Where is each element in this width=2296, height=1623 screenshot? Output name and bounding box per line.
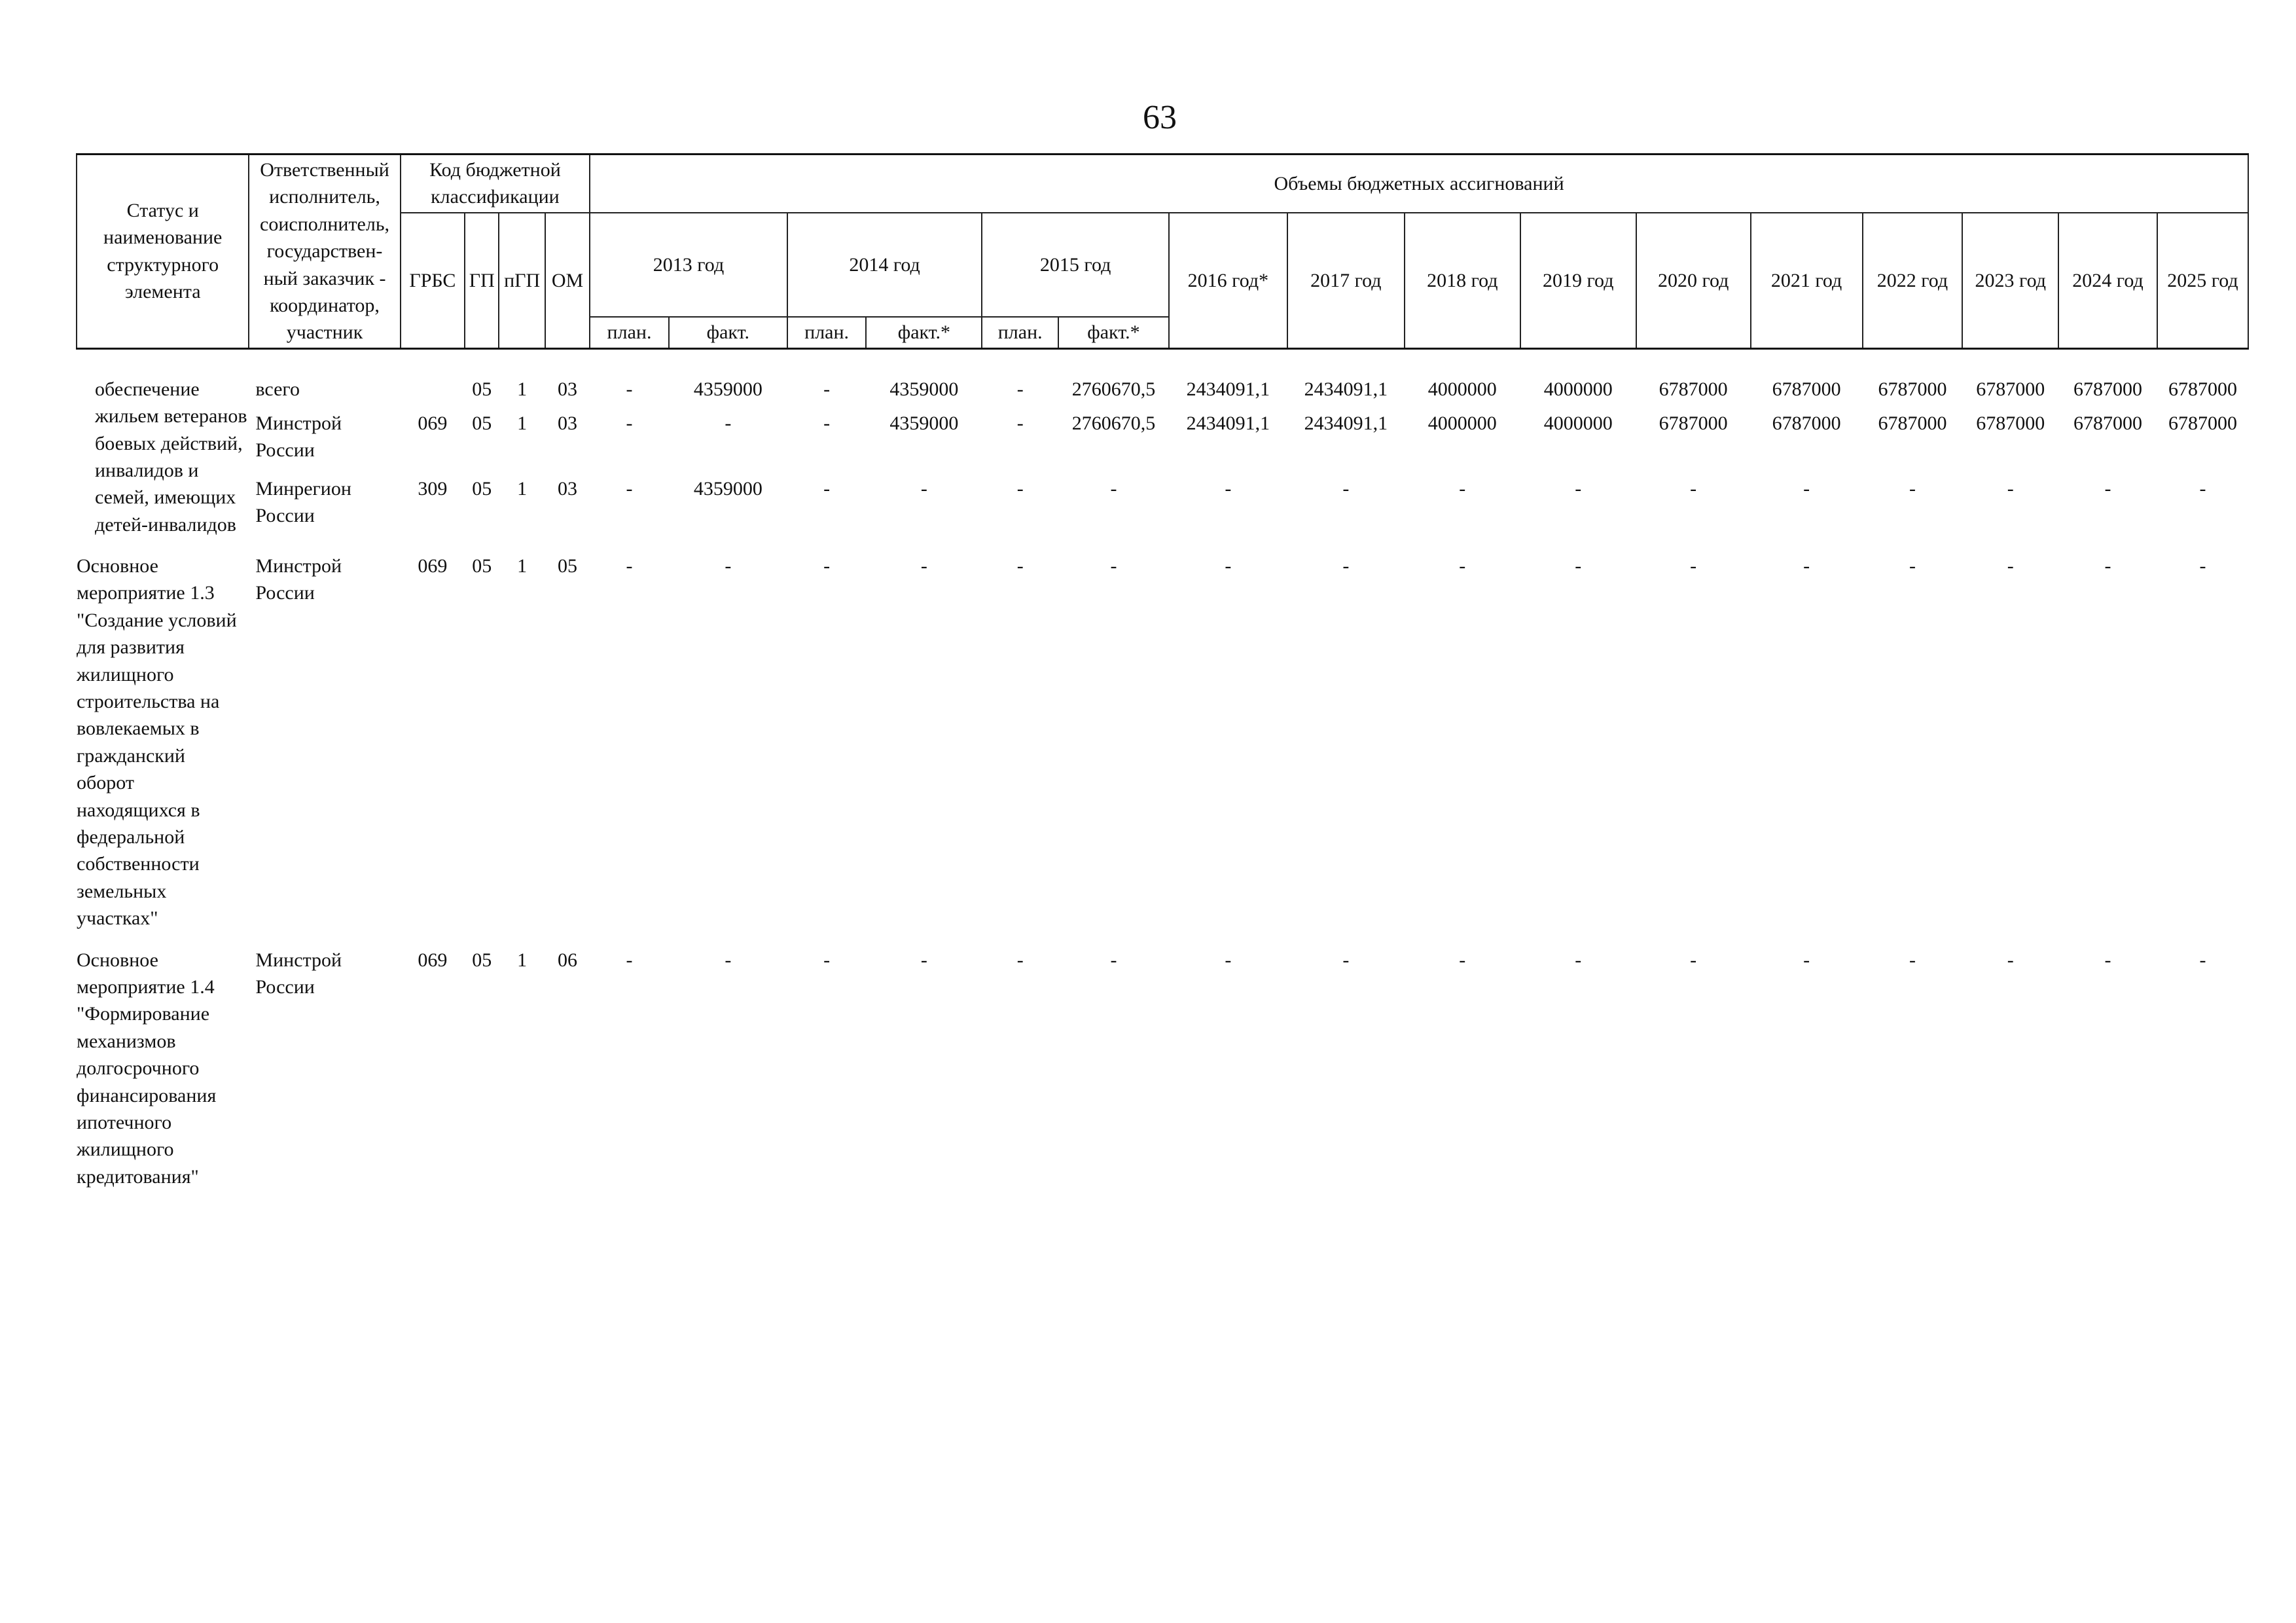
row-value: 6787000 [2073,378,2143,400]
header-status: Статус и наименование структурного элемента [77,155,249,349]
row-value: 4359000 [693,378,762,400]
row-om: 05 [557,555,577,577]
row-value: 6787000 [1659,378,1728,400]
header-year-2024: 2024 год [2058,213,2157,348]
row-value: 4000000 [1427,378,1497,400]
row-value: - [1909,555,1916,577]
header-year-2019: 2019 год [1520,213,1636,348]
header-budget-code: Код бюджетной классификации [401,155,590,213]
header-grbs: ГРБС [401,213,465,348]
row-value: - [1110,949,1117,971]
row-responsible: Минрегион России [255,478,351,527]
row-value: - [1225,478,1232,500]
row-value: - [1803,478,1810,500]
row-value: 6787000 [1878,378,1947,400]
row-om: 03 [557,378,577,400]
row-value: 2760670,5 [1071,378,1156,400]
row-value: - [823,949,831,971]
header-pgp: пГП [499,213,545,348]
header-2014-fact: факт.* [866,317,982,348]
row-value: - [920,949,927,971]
row-om: 06 [557,949,577,971]
row-value: - [725,555,732,577]
row-value: - [1459,555,1466,577]
row-om: 03 [557,412,577,435]
header-year-2014: 2014 год [787,213,982,318]
row-value: - [1575,478,1582,500]
row-value: - [1575,555,1582,577]
row-value: - [626,949,633,971]
header-2013-plan: план. [590,317,669,348]
row-value: - [2199,478,2206,500]
row-responsible: Минстрой России [255,555,342,604]
row-value: 2434091,1 [1304,378,1388,400]
row-gp: 05 [472,555,492,577]
row-value: - [1909,478,1916,500]
row-value: - [823,555,831,577]
row-value: - [1909,949,1916,971]
row-value: - [626,412,633,435]
header-2015-fact: факт.* [1058,317,1169,348]
page-number: 63 [1143,99,1177,136]
row-grbs: 069 [418,555,448,577]
row-value: 6787000 [1772,412,1841,435]
row-value: - [823,378,831,400]
row-responsible: всего [255,378,300,400]
budget-table [76,153,2249,1203]
row-value: - [1110,478,1117,500]
header-2013-fact: факт. [669,317,787,348]
row-value: 2434091,1 [1186,412,1270,435]
row-value: - [2104,949,2111,971]
row-status: Основное мероприятие 1.4 "Формирование механизмов долгосрочного финансирования ипотечного жилищного кредитования" [77,949,217,1188]
table-row [77,551,2248,933]
row-status: Основное мероприятие 1.3 "Создание условий для развития жилищного строительства на вовлекаемых в гражданский оборот находящихся в федеральной собственности земельных участках" [77,555,237,930]
row-value: - [1342,949,1350,971]
row-pgp: 1 [517,378,528,400]
header-year-2018: 2018 год [1405,213,1520,348]
header-year-2016: 2016 год* [1169,213,1287,348]
row-value: 6787000 [2168,378,2237,400]
row-value: - [1803,949,1810,971]
row-value: - [725,412,732,435]
row-value: - [2104,478,2111,500]
row-grbs [401,374,465,409]
header-responsible: Ответственный исполнитель, соисполнитель, государствен-ный заказчик - координатор, участник [249,155,400,349]
header-2014-plan: план. [787,317,867,348]
row-value: - [2007,478,2014,500]
row-grbs: 069 [418,412,448,435]
table-row [77,409,2248,474]
row-value: - [2104,555,2111,577]
row-value: - [1016,555,1024,577]
row-responsible: Минстрой России [255,412,342,462]
row-value: - [626,555,633,577]
header-year-2025: 2025 год [2157,213,2248,348]
row-grbs: 309 [418,478,448,500]
table-body [77,348,2248,1203]
row-value: 6787000 [2168,412,2237,435]
row-value: - [1016,478,1024,500]
row-value: - [1459,478,1466,500]
row-value: - [1016,949,1024,971]
table-row [77,945,2248,1192]
row-value: - [1803,555,1810,577]
row-value: - [2199,949,2206,971]
row-status: обеспечение жильем ветеранов боевых действий, инвалидов и семей, имеющих детей-инвалидов [95,378,247,536]
row-value: 4000000 [1543,378,1613,400]
row-value: 6787000 [1976,412,2045,435]
row-pgp: 1 [517,555,528,577]
header-year-2021: 2021 год [1751,213,1863,348]
row-value: - [2007,949,2014,971]
header-2015-plan: план. [982,317,1058,348]
row-value: 6787000 [1976,378,2045,400]
header-year-2015: 2015 год [982,213,1169,318]
row-value: - [725,949,732,971]
row-value: - [1016,378,1024,400]
row-value: - [1342,555,1350,577]
table-row [77,374,2248,409]
header-year-2017: 2017 год [1287,213,1405,348]
row-grbs: 069 [418,949,448,971]
row-responsible: Минстрой России [255,949,342,998]
row-value: - [823,478,831,500]
header-year-2013: 2013 год [590,213,787,318]
row-value: - [920,555,927,577]
row-value: - [823,412,831,435]
row-value: - [2007,555,2014,577]
row-value: 4000000 [1543,412,1613,435]
row-gp: 05 [472,412,492,435]
row-pgp: 1 [517,949,528,971]
row-value: 4359000 [693,478,762,500]
row-pgp: 1 [517,412,528,435]
row-value: - [1690,949,1697,971]
row-value: - [920,478,927,500]
row-value: 2434091,1 [1304,412,1388,435]
row-om: 03 [557,478,577,500]
row-value: - [1575,949,1582,971]
row-value: - [626,478,633,500]
row-value: - [1225,555,1232,577]
row-value: 6787000 [1878,412,1947,435]
table-header [77,155,2248,349]
header-year-2020: 2020 год [1636,213,1751,348]
row-value: - [1690,478,1697,500]
row-value: 2434091,1 [1186,378,1270,400]
row-value: 2760670,5 [1071,412,1156,435]
row-value: - [2199,555,2206,577]
row-value: 4000000 [1427,412,1497,435]
row-gp: 05 [472,378,492,400]
header-om: ОМ [545,213,590,348]
header-volumes: Объемы бюджетных ассигнований [590,155,2248,213]
header-year-2023: 2023 год [1962,213,2058,348]
row-value: - [1342,478,1350,500]
row-pgp: 1 [517,478,528,500]
table-row [77,474,2248,539]
row-value: - [1459,949,1466,971]
header-gp: ГП [465,213,499,348]
row-value: 6787000 [1659,412,1728,435]
row-value: - [626,378,633,400]
row-value: - [1110,555,1117,577]
row-value: - [1690,555,1697,577]
row-value: - [1225,949,1232,971]
row-value: 6787000 [1772,378,1841,400]
row-value: 4359000 [889,412,959,435]
row-gp: 05 [472,949,492,971]
header-year-2022: 2022 год [1863,213,1963,348]
row-value: - [1016,412,1024,435]
row-value: 4359000 [889,378,959,400]
row-value: 6787000 [2073,412,2143,435]
row-gp: 05 [472,478,492,500]
